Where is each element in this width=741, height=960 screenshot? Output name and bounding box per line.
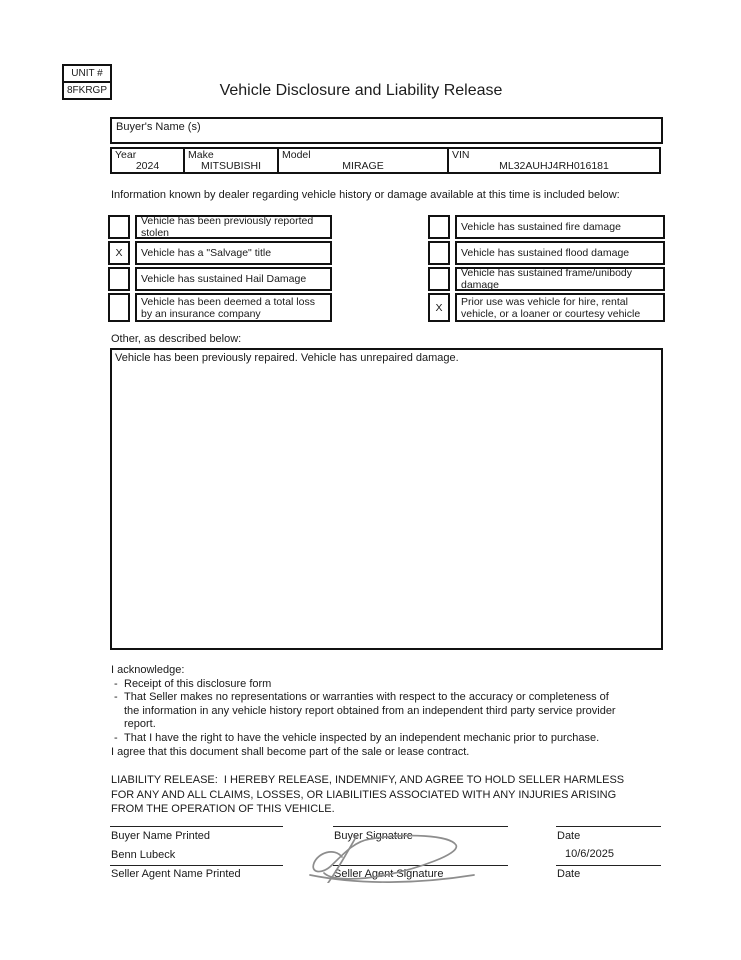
checkbox-prior-hire-use[interactable]: X — [428, 293, 450, 322]
acknowledgement-item: - That Seller makes no representations or warranties with respect to the accuracy or completeness of the information in any vehicle history report obtained from an independent third party service provider report. — [111, 691, 621, 732]
vehicle-vin-value: ML32AUHJ4RH016181 — [499, 160, 609, 172]
vehicle-year-field[interactable] — [110, 147, 185, 174]
checkbox-label-salvage-title: Vehicle has a "Salvage" title — [135, 241, 332, 265]
checkbox-frame-damage[interactable] — [428, 267, 450, 291]
vehicle-year-value: 2024 — [135, 160, 160, 172]
buyer-date-label: Date — [557, 830, 581, 842]
acknowledgement-section — [111, 664, 631, 745]
buyer-name-signature-line[interactable] — [110, 826, 283, 827]
checklist-row — [428, 215, 665, 239]
buyer-name-field[interactable] — [110, 117, 663, 144]
checkbox-label-frame-damage: Vehicle has sustained frame/unibody damage — [455, 267, 665, 291]
vehicle-make-value: MITSUBISHI — [200, 160, 262, 172]
vehicle-year-label: Year — [115, 149, 137, 161]
seller-agent-name-line[interactable] — [110, 865, 283, 866]
buyer-name-label: Buyer's Name (s) — [116, 121, 201, 133]
checkbox-hail-damage[interactable] — [108, 267, 130, 291]
vehicle-model-value: MIRAGE — [342, 160, 384, 172]
checklist-row — [428, 267, 665, 291]
bullet-dash: - — [114, 691, 118, 703]
checkbox-label-flood-damage: Vehicle has sustained flood damage — [455, 241, 665, 265]
checkbox-label-reported-stolen: Vehicle has been previously reported stolen — [135, 215, 332, 239]
agreement-statement: I agree that this document shall become part of the sale or lease contract. — [111, 746, 470, 758]
other-description-label: Other, as described below: — [111, 333, 242, 345]
seller-agent-name-printed-label: Seller Agent Name Printed — [111, 868, 241, 880]
checklist-row — [108, 293, 332, 322]
checkbox-total-loss[interactable] — [108, 293, 130, 322]
bullet-dash: - — [114, 731, 118, 744]
seller-date-line[interactable] — [556, 865, 661, 866]
checklist-row — [108, 267, 332, 291]
acknowledgement-heading: I acknowledge: — [111, 664, 185, 676]
unit-number-value[interactable]: 8FKRGP — [62, 81, 112, 100]
checklist-row — [108, 241, 332, 265]
damage-checklist-left — [108, 215, 332, 322]
liability-release-statement: LIABILITY RELEASE: I HEREBY RELEASE, INDEMNIFY, AND AGREE TO HOLD SELLER HARMLESS FOR ANY AND ALL CLAIMS, LOSSES, OR LIABILITIES ASSOCIATED WITH ANY INJURIES ARISING FROM THE OPERATION OF THIS VEHICLE. — [111, 774, 628, 815]
seller-date-value[interactable]: 10/6/2025 — [565, 848, 614, 860]
vehicle-make-field[interactable] — [183, 147, 279, 174]
checkbox-label-total-loss: Vehicle has been deemed a total loss by an insurance company — [135, 293, 332, 322]
checkbox-fire-damage[interactable] — [428, 215, 450, 239]
checkbox-reported-stolen[interactable] — [108, 215, 130, 239]
buyer-name-printed-label: Buyer Name Printed — [111, 830, 211, 842]
bullet-dash: - — [114, 677, 118, 690]
vehicle-info-table — [110, 147, 661, 174]
other-description-value: Vehicle has been previously repaired. Vehicle has unrepaired damage. — [115, 352, 459, 364]
other-description-field[interactable] — [110, 348, 663, 650]
buyer-date-line[interactable] — [556, 826, 661, 827]
checklist-row — [428, 293, 665, 322]
buyer-signature-line[interactable] — [333, 826, 508, 827]
seller-date-label: Date — [557, 868, 581, 880]
seller-agent-name-value[interactable]: Benn Lubeck — [111, 849, 176, 861]
disclosure-intro-text: Information known by dealer regarding vehicle history or damage available at this time is included below: — [111, 189, 620, 201]
buyer-signature-label: Buyer Signature — [334, 830, 413, 842]
checkbox-label-fire-damage: Vehicle has sustained fire damage — [455, 215, 665, 239]
damage-checklist-right — [428, 215, 665, 322]
checkbox-label-prior-hire-use: Prior use was vehicle for hire, rental vehicle, or a loaner or courtesy vehicle — [455, 293, 665, 322]
acknowledgement-item: - That I have the right to have the vehicle inspected by an independent mechanic prior to purchase. — [111, 732, 621, 746]
checkbox-flood-damage[interactable] — [428, 241, 450, 265]
acknowledgement-item: - Receipt of this disclosure form — [111, 678, 621, 692]
checkbox-salvage-title[interactable]: X — [108, 241, 130, 265]
vehicle-make-label: Make — [188, 149, 214, 161]
page-title: Vehicle Disclosure and Liability Release — [219, 82, 503, 99]
seller-agent-signature-label: Seller Agent Signature — [334, 868, 444, 880]
checkbox-label-hail-damage: Vehicle has sustained Hail Damage — [135, 267, 332, 291]
checklist-row — [108, 215, 332, 239]
vehicle-vin-field[interactable] — [447, 147, 661, 174]
unit-number-label: UNIT # — [62, 64, 112, 83]
checklist-row — [428, 241, 665, 265]
vehicle-model-label: Model — [282, 149, 311, 161]
seller-agent-signature-line[interactable] — [333, 865, 508, 866]
vehicle-model-field[interactable] — [277, 147, 449, 174]
vehicle-vin-label: VIN — [452, 149, 470, 161]
